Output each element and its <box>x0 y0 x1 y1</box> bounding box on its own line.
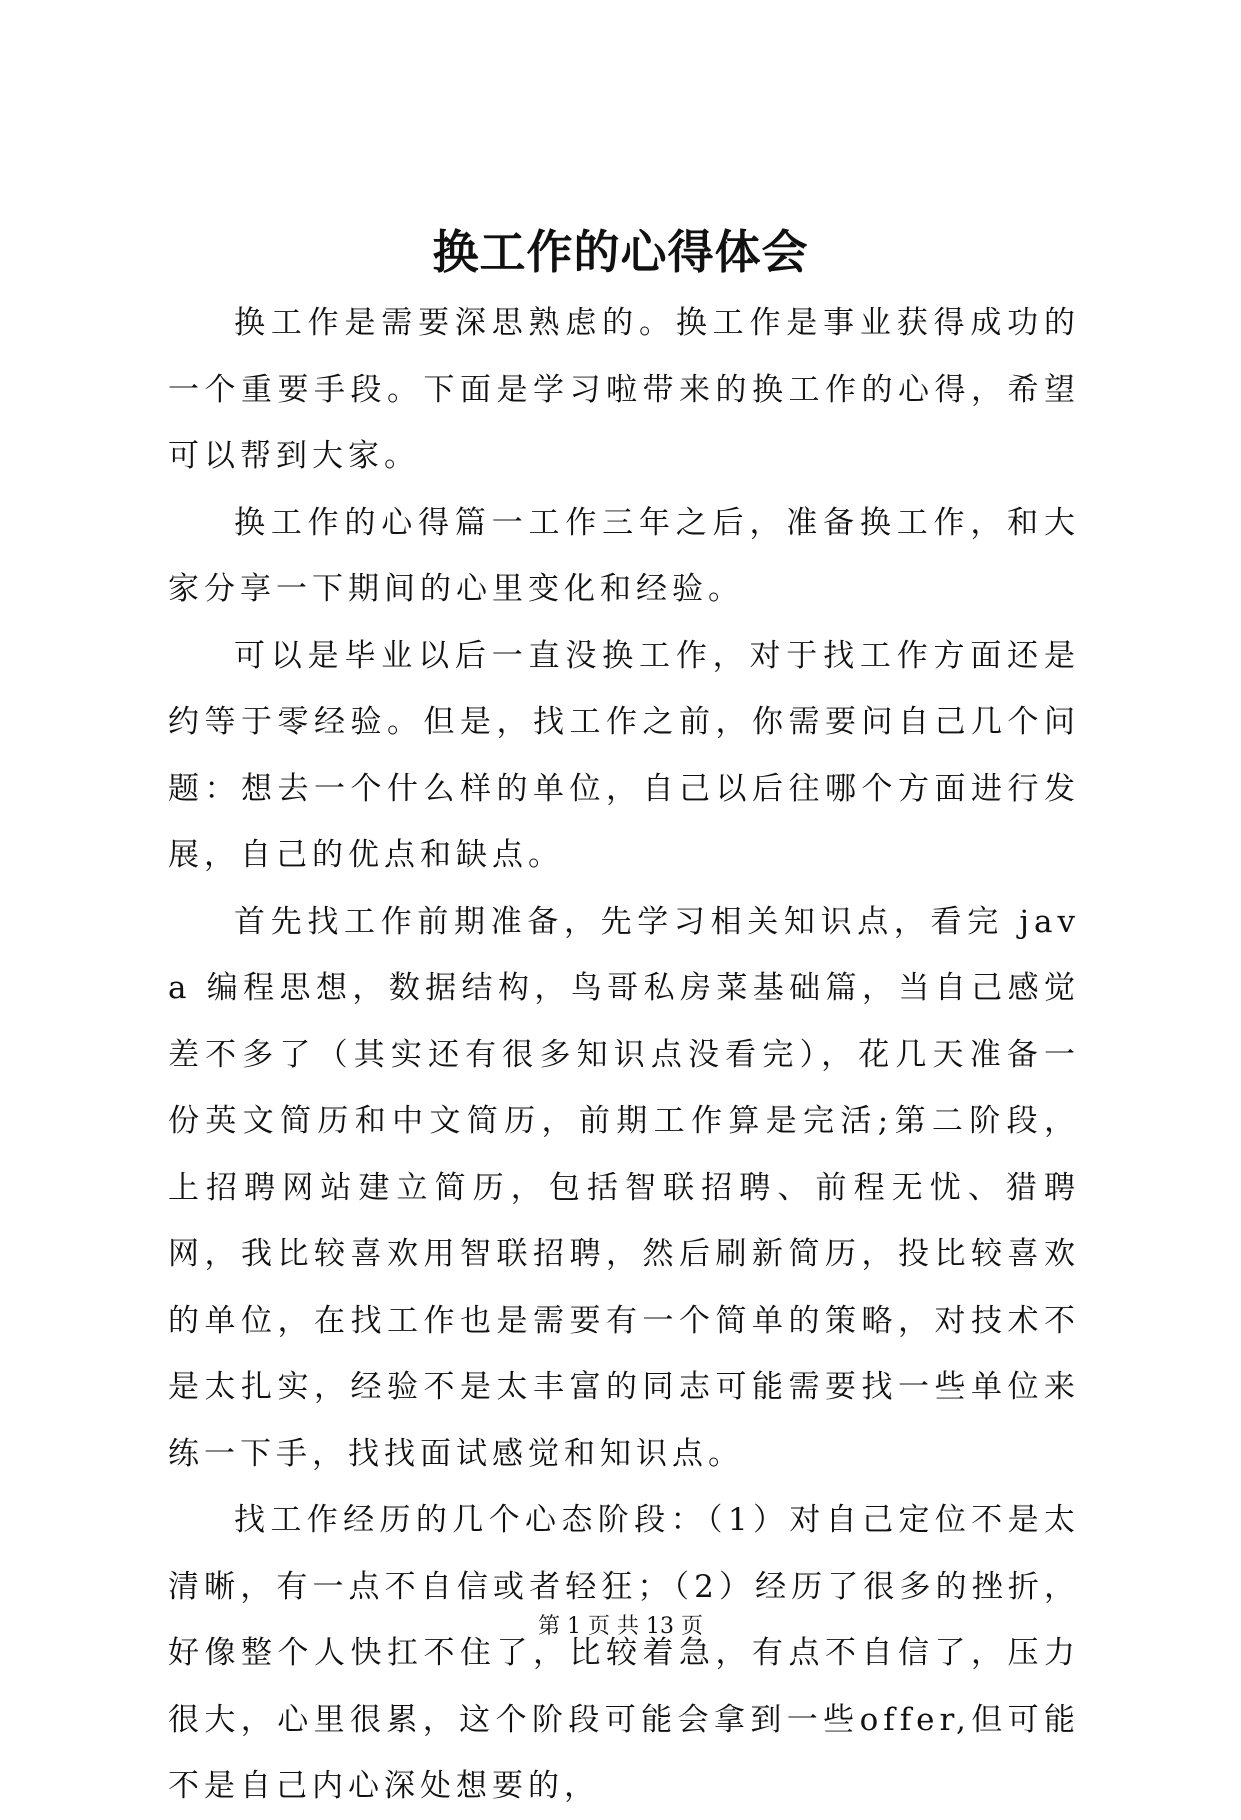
page-footer: 第 1 页 共 13 页 <box>538 1614 703 1639</box>
paragraph-2: 换工作的心得篇一工作三年之后，准备换工作，和大家分享一下期间的心里变化和经验。 <box>168 504 1080 607</box>
document-title: 换工作的心得体会 <box>432 225 809 279</box>
paragraph-3: 可以是毕业以后一直没换工作，对于找工作方面还是约等于零经验。但是，找工作之前，你需要问自己几个问题：想去一个什么样的单位，自己以后往哪个方面进行发展，自己的优点和缺点。 <box>168 637 1080 873</box>
paragraph-4: 首先找工作前期准备，先学习相关知识点，看完 java 编程思想，数据结构，鸟哥私房菜基础篇，当自己感觉差不多了（其实还有很多知识点没看完），花几天准备一份英文简历和中文简历，前期工作算是完活;第二阶段，上招聘网站建立简历，包括智联招聘、前程无忧、猎聘网，我比较喜欢用智联招聘，然后刷新简历，投比较喜欢的单位，在找工作也是需要有一个简单的策略，对技术不是太扎实，经验不是太丰富的同志可能需要找一些单位来练一下手，找找面试感觉和知识点。 <box>168 903 1080 1472</box>
paragraph-5: 找工作经历的几个心态阶段：（1）对自己定位不是太清晰，有一点不自信或者轻狂；（2）经历了很多的挫折，好像整个人快扛不住了，比较着急，有点不自信了，压力很大，心里很累，这个阶段可能会拿到一些offer,但可能不是自己内心深处想要的， <box>168 1502 1080 1804</box>
document-body <box>168 290 1080 1820</box>
paragraph-1: 换工作是需要深思熟虑的。换工作是事业获得成功的一个重要手段。下面是学习啦带来的换工作的心得，希望可以帮到大家。 <box>168 305 1080 474</box>
